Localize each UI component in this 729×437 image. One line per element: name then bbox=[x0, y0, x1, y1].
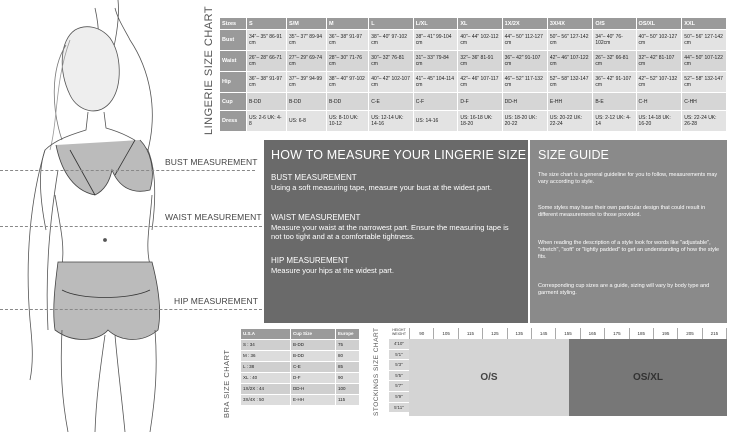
table-cell: 75 bbox=[336, 340, 360, 351]
table-cell: 85 bbox=[336, 362, 360, 373]
table-row-cup bbox=[220, 93, 727, 111]
table-cell: B-E bbox=[593, 93, 636, 111]
waist-section bbox=[271, 213, 521, 241]
table-cell: M : 36 bbox=[241, 351, 291, 362]
table-header-cell: O/S bbox=[593, 18, 636, 30]
table-cell: US: 12-14 UK: 14-16 bbox=[369, 111, 414, 132]
table-cell: 26"– 32" 66-81 cm bbox=[593, 51, 636, 72]
table-cell: 42"– 46" 107-122 cm bbox=[547, 51, 592, 72]
weight-cell: 165 bbox=[581, 328, 605, 339]
table-cell: D-F bbox=[458, 93, 502, 111]
table-cell: US: 14-16 bbox=[413, 111, 458, 132]
stockings-weight-header bbox=[389, 328, 727, 339]
table-cell: B-DD bbox=[291, 351, 336, 362]
table-cell: E-HH bbox=[291, 395, 336, 406]
table-cell: 40"– 50" 102-127 cm bbox=[636, 30, 682, 51]
table-cell: 50"– 56" 127-142 cm bbox=[547, 30, 592, 51]
table-header-cell: 1X/2X bbox=[502, 18, 547, 30]
stockings-osxl-zone: OS/XL bbox=[569, 339, 727, 416]
table-cell: S : 34 bbox=[241, 340, 291, 351]
table-cell: XL : 40 bbox=[241, 373, 291, 384]
table-cell: DD-H bbox=[291, 384, 336, 395]
row-label: Bust bbox=[220, 30, 247, 51]
table-cell: 36"– 38" 91-97 cm bbox=[327, 30, 369, 51]
table-cell: B-DD bbox=[327, 93, 369, 111]
row-label: Hip bbox=[220, 72, 247, 93]
table-row bbox=[241, 373, 360, 384]
stockings-height-column bbox=[389, 339, 409, 413]
table-cell: 38"– 40" 97-102 cm bbox=[369, 30, 414, 51]
table-cell: 3X/4X : 50 bbox=[241, 395, 291, 406]
table-cell: 27"– 29" 69-74 cm bbox=[287, 51, 327, 72]
table-cell: 80 bbox=[336, 351, 360, 362]
how-to-measure-panel bbox=[264, 140, 528, 323]
height-cell: 5'7" bbox=[389, 381, 409, 392]
table-cell: 34"– 35" 86-91 cm bbox=[247, 30, 287, 51]
height-cell: 5'11" bbox=[389, 403, 409, 414]
table-cell: 28"– 30" 71-76 cm bbox=[327, 51, 369, 72]
stockings-os-zone: O/S bbox=[409, 339, 569, 416]
weight-cell: 215 bbox=[703, 328, 727, 339]
table-header-cell: OS/XL bbox=[636, 18, 682, 30]
table-cell: 50"– 56" 127-142 cm bbox=[682, 30, 727, 51]
table-row-dress bbox=[220, 111, 727, 132]
weight-cell: 135 bbox=[508, 328, 532, 339]
table-header-cell: 3X/4X bbox=[547, 18, 592, 30]
table-cell: 32"– 42" 81-107 cm bbox=[636, 51, 682, 72]
table-cell: B-DD bbox=[291, 340, 336, 351]
table-header-cell: Cup Size bbox=[291, 329, 336, 340]
table-cell: C-H bbox=[636, 93, 682, 111]
table-cell: 38"– 40" 97-102 cm bbox=[327, 72, 369, 93]
table-cell: 36"– 38" 91-97 cm bbox=[247, 72, 287, 93]
size-guide-title: SIZE GUIDE bbox=[538, 148, 609, 162]
table-cell: C-F bbox=[413, 93, 458, 111]
table-cell: 35"– 37" 89-94 cm bbox=[287, 30, 327, 51]
table-header-cell: XXL bbox=[682, 18, 727, 30]
table-cell: B-DD bbox=[287, 93, 327, 111]
weight-cell: 145 bbox=[532, 328, 556, 339]
table-cell: US: 22-24 UK: 26-28 bbox=[682, 111, 727, 132]
table-cell: 40"– 44" 102-112 cm bbox=[458, 30, 502, 51]
row-label: Cup bbox=[220, 93, 247, 111]
table-header-row bbox=[220, 18, 727, 30]
bra-chart-title: BRA SIZE CHART bbox=[222, 349, 231, 418]
row-label: Waist bbox=[220, 51, 247, 72]
size-guide-panel bbox=[530, 140, 727, 323]
table-cell: 37"– 39" 94-99 cm bbox=[287, 72, 327, 93]
table-header-cell: S/M bbox=[287, 18, 327, 30]
table-header-row bbox=[241, 329, 360, 340]
table-cell: DD-H bbox=[502, 93, 547, 111]
table-row-hip bbox=[220, 72, 727, 93]
table-cell: D-F bbox=[291, 373, 336, 384]
size-guide-paragraph: When reading the description of a style look for words like "adjustable", "stretch", "soft" or "lightly padded" to get an understanding of how the style fits. bbox=[538, 240, 720, 260]
height-cell: 5'1" bbox=[389, 350, 409, 361]
table-cell: US: 2-12 UK: 4-14 bbox=[593, 111, 636, 132]
table-cell: C-HH bbox=[682, 93, 727, 111]
hip-section bbox=[271, 256, 521, 275]
weight-cell: 90 bbox=[410, 328, 434, 339]
height-cell: 4'10" bbox=[389, 339, 409, 350]
table-cell: 44"– 50" 112-127 cm bbox=[502, 30, 547, 51]
table-cell: US: 20-22 UK: 22-24 bbox=[547, 111, 592, 132]
table-cell: 42"– 46" 107-117 cm bbox=[458, 72, 502, 93]
table-cell: 34"– 40" 76-102cm bbox=[593, 30, 636, 51]
size-guide-paragraph: Corresponding cup sizes are a guide, sizing will vary by body type and garment styling. bbox=[538, 283, 710, 296]
stockings-chart-title: STOCKINGS SIZE CHART bbox=[373, 327, 380, 416]
bust-dashed-line bbox=[0, 170, 255, 171]
stockings-corner-label: HEIGHT WEIGHT bbox=[389, 328, 410, 339]
table-cell: 115 bbox=[336, 395, 360, 406]
table-cell: 44"– 50" 107-122 cm bbox=[682, 51, 727, 72]
table-cell: 41"– 45" 104-114 cm bbox=[413, 72, 458, 93]
waist-dashed-line bbox=[0, 226, 262, 227]
table-cell: C-E bbox=[291, 362, 336, 373]
table-header-cell: S bbox=[247, 18, 287, 30]
table-cell: 31"– 33" 79-84 cm bbox=[413, 51, 458, 72]
table-cell: 38"– 41" 99-104 cm bbox=[413, 30, 458, 51]
table-header-cell: M bbox=[327, 18, 369, 30]
table-cell: US: 6-8 bbox=[287, 111, 327, 132]
table-cell: 90 bbox=[336, 373, 360, 384]
table-cell: L : 38 bbox=[241, 362, 291, 373]
table-row bbox=[241, 351, 360, 362]
table-cell: 40"– 42" 102-107 cm bbox=[369, 72, 414, 93]
table-cell: US: 18-20 UK: 20-22 bbox=[502, 111, 547, 132]
table-cell: 32"– 36" 81-91 cm bbox=[458, 51, 502, 72]
table-header-cell: Europe bbox=[336, 329, 360, 340]
bust-section bbox=[271, 173, 521, 192]
table-cell: 1X/2X : 44 bbox=[241, 384, 291, 395]
table-row-waist bbox=[220, 51, 727, 72]
height-cell: 5'9" bbox=[389, 392, 409, 403]
weight-cell: 185 bbox=[630, 328, 654, 339]
table-cell: C-E bbox=[369, 93, 414, 111]
how-to-measure-title: HOW TO MEASURE YOUR LINGERIE SIZE bbox=[271, 148, 527, 162]
height-cell: 5'3" bbox=[389, 360, 409, 371]
weight-cell: 205 bbox=[678, 328, 702, 339]
weight-cell: 105 bbox=[434, 328, 458, 339]
table-row-bust bbox=[220, 30, 727, 51]
table-cell: 46"– 52" 117-132 cm bbox=[502, 72, 547, 93]
table-row bbox=[241, 395, 360, 406]
waist-section-title: WAIST MEASUREMENT bbox=[271, 213, 361, 222]
waist-section-text: Measure your waist at the narrowest part. Ensure the measuring tape is not too tight and at a comfortable tightness. bbox=[271, 223, 509, 241]
waist-measurement-label: WAIST MEASUREMENT bbox=[165, 212, 262, 222]
table-header-cell: XL bbox=[458, 18, 502, 30]
weight-cell: 125 bbox=[483, 328, 507, 339]
table-cell: 42"– 52" 107-132 cm bbox=[636, 72, 682, 93]
table-cell: E-HH bbox=[547, 93, 592, 111]
size-guide-paragraph: The size chart is a general guideline for you to follow, measurements may vary according to style. bbox=[538, 172, 718, 185]
size-guide-paragraph: Some styles may have their own particular design that could result in different measurements to those provided. bbox=[538, 205, 706, 218]
table-cell: B-DD bbox=[247, 93, 287, 111]
table-cell: 52"– 58" 132-147 cm bbox=[682, 72, 727, 93]
table-row bbox=[241, 384, 360, 395]
table-row bbox=[241, 340, 360, 351]
table-header-cell: U.S.A bbox=[241, 329, 291, 340]
hip-section-text: Measure your hips at the widest part. bbox=[271, 266, 394, 275]
table-header-cell: Sizes bbox=[220, 18, 247, 30]
table-cell: 52"– 58" 132-147 cm bbox=[547, 72, 592, 93]
row-label: Dress bbox=[220, 111, 247, 132]
weight-cell: 155 bbox=[556, 328, 580, 339]
stockings-size-chart bbox=[389, 328, 727, 416]
table-cell: 26"– 28" 66-71 cm bbox=[247, 51, 287, 72]
bust-measurement-label: BUST MEASUREMENT bbox=[165, 157, 258, 167]
bust-section-title: BUST MEASUREMENT bbox=[271, 173, 357, 182]
table-cell: 30"– 32" 76-81 cm bbox=[369, 51, 414, 72]
table-header-cell: L bbox=[369, 18, 414, 30]
weight-cell: 115 bbox=[459, 328, 483, 339]
table-cell: US: 14-18 UK: 16-20 bbox=[636, 111, 682, 132]
bra-size-table bbox=[240, 328, 360, 406]
table-cell: 36"– 42" 91-107 cm bbox=[502, 51, 547, 72]
bust-section-text: Using a soft measuring tape, measure your bust at the widest part. bbox=[271, 183, 492, 192]
table-cell: 100 bbox=[336, 384, 360, 395]
lingerie-size-table bbox=[219, 17, 727, 132]
weight-cell: 175 bbox=[605, 328, 629, 339]
table-row bbox=[241, 362, 360, 373]
hip-measurement-label: HIP MEASUREMENT bbox=[174, 296, 258, 306]
table-header-cell: L/XL bbox=[413, 18, 458, 30]
table-cell: US: 2-6 UK: 4-8 bbox=[247, 111, 287, 132]
weight-cell: 195 bbox=[654, 328, 678, 339]
hip-dashed-line bbox=[0, 309, 262, 310]
height-cell: 5'5" bbox=[389, 371, 409, 382]
table-cell: US: 16-18 UK: 18-20 bbox=[458, 111, 502, 132]
lingerie-chart-title: LINGERIE SIZE CHART bbox=[203, 5, 215, 135]
table-cell: US: 8-10 UK: 10-12 bbox=[327, 111, 369, 132]
table-cell: 36"– 42" 91-107 cm bbox=[593, 72, 636, 93]
hip-section-title: HIP MEASUREMENT bbox=[271, 256, 349, 265]
